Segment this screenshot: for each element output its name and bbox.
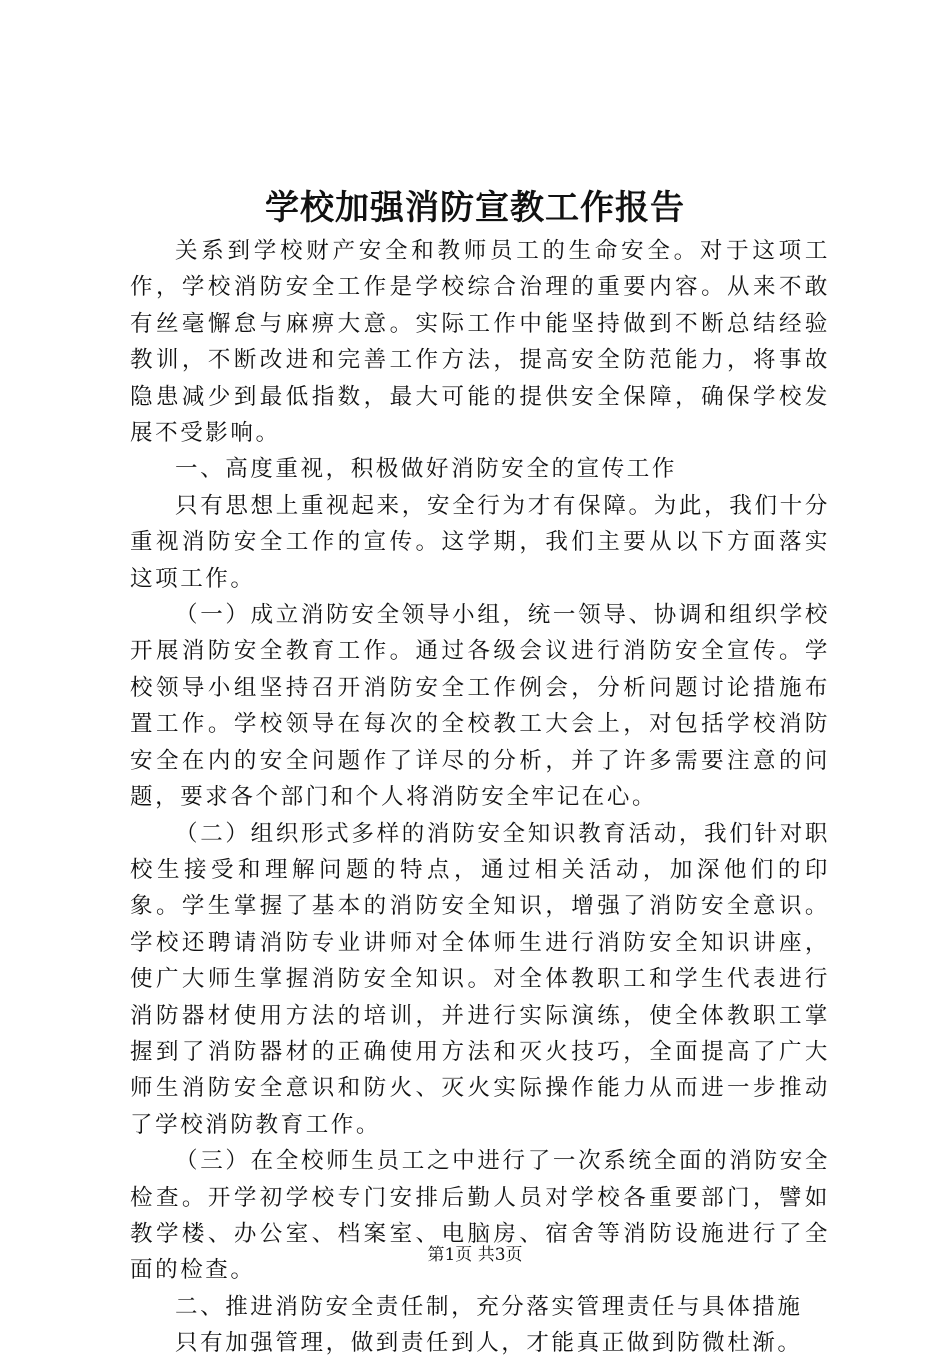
- subsection-1-paragraph: （一）成立消防安全领导小组，统一领导、协调和组织学校开展消防安全教育工作。通过各级会议进行消防安全宣传。学校领导小组坚持召开消防安全工作例会，分析问题讨论措施布置工作。学校领导在每次的全校教工大会上，对包括学校消防安全在内的安全问题作了详尽的分析，并了许多需要注意的问题，要求各个部门和个人将消防安全牢记在心。: [130, 602, 830, 811]
- section-heading-1: 一、高度重视，积极做好消防安全的宣传工作: [175, 456, 678, 483]
- section-heading-2: 二、推进消防安全责任制，充分落实管理责任与具体措施: [175, 1293, 803, 1320]
- subsection-3-paragraph: （三）在全校师生员工之中进行了一次系统全面的消防安全检查。开学初学校专门安排后勤人员对学校各重要部门，譬如教学楼、办公室、档案室、电脑房、宿舍等消防设施进行了全面的检查。: [130, 1148, 830, 1284]
- page-number-footer: 第1页 共3页: [427, 1245, 523, 1265]
- subsection-2-paragraph: （二）组织形式多样的消防安全知识教育活动，我们针对职校生接受和理解问题的特点，通过相关活动，加深他们的印象。学生掌握了基本的消防安全知识，增强了消防安全意识。学校还聘请消防专业讲师对全体师生进行消防安全知识讲座，使广大师生掌握消防安全知识。对全体教职工和学生代表进行消防器材使用方法的培训，并进行实际演练，使全体教职工掌握到了消防器材的正确使用方法和灭火技巧，全面提高了广大师生消防安全意识和防火、灭火实际操作能力从而进一步推动了学校消防教育工作。: [130, 820, 830, 1138]
- document-title: 学校加强消防宣教工作报告: [265, 188, 685, 228]
- intro-paragraph: 关系到学校财产安全和教师员工的生命安全。对于这项工作，学校消防安全工作是学校综合治理的重要内容。从来不敢有丝毫懈怠与麻痹大意。实际工作中能坚持做到不断总结经验教训，不断改进和完善工作方法，提高安全防范能力，将事故隐患减少到最低指数，最大可能的提供安全保障，确保学校发展不受影响。: [130, 238, 830, 447]
- section-2-paragraph: 只有加强管理，做到责任到人，才能真正做到防微杜渐。: [175, 1330, 803, 1357]
- document-body: [130, 233, 830, 1362]
- section-1-paragraph: 只有思想上重视起来，安全行为才有保障。为此，我们十分重视消防安全工作的宣传。这学期，我们主要从以下方面落实这项工作。: [130, 492, 830, 592]
